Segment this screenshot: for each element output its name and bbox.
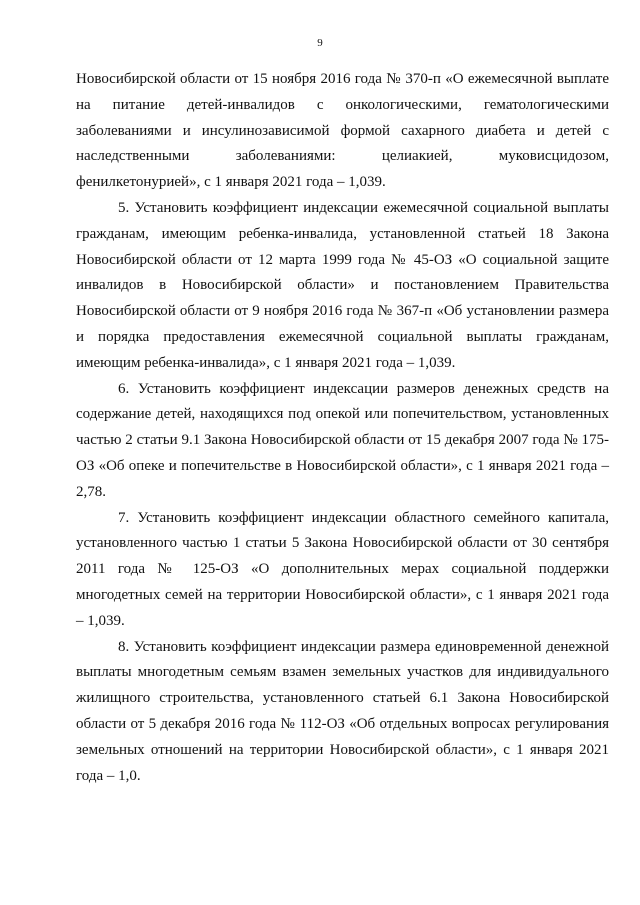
paragraph-item-7: 7. Установить коэффициент индексации областного семейного капитала, установленного частью 1 статьи 5 Закона Новосибирской области от 30 сентября 2011 года № 125-ОЗ «О дополнительных мерах социальной поддержки многодетных семей на территории Новосибирской области», с 1 января 2021 года – 1,039. — [76, 509, 609, 629]
document-body — [76, 67, 609, 789]
paragraph-item-8: 8. Установить коэффициент индексации размера единовременной денежной выплаты многодетным семьям взамен земельных участков для индивидуального жилищного строительства, установленного статьей 6.1 Закона Новосибирской области от 5 декабря 2016 года № 112-ОЗ «Об отдельных вопросах регулирования земельных отношений на территории Новосибирской области», с 1 января 2021 года – 1,0. — [76, 638, 609, 784]
page-number: 9 — [317, 37, 323, 49]
paragraph-continuation: Новосибирской области от 15 ноября 2016 года № 370-п «О ежемесячной выплате на питание детей-инвалидов с онкологическими, гематологическими заболеваниями и инсулинозависимой формой сахарного диабета и детей с наследственными заболеваниями: целиакией, муковисцидозом, фенилкетонурией», с 1 января 2021 года – 1,039. — [76, 71, 609, 191]
paragraph-item-5: 5. Установить коэффициент индексации ежемесячной социальной выплаты гражданам, имеющим ребенка-инвалида, установленной статьей 18 Закона Новосибирской области от 12 марта 1999 года № 45-ОЗ «О социальной защите инвалидов в Новосибирской области» и постановлением Правительства Новосибирской области от 9 ноября 2016 года № 367-п «Об установлении размера и порядка предоставления ежемесячной социальной выплаты гражданам, имеющим ребенка-инвалида», с 1 января 2021 года – 1,039. — [76, 199, 609, 371]
paragraph-item-6: 6. Установить коэффициент индексации размеров денежных средств на содержание детей, находящихся под опекой или попечительством, установленных частью 2 статьи 9.1 Закона Новосибирской области от 15 декабря 2007 года № 175-ОЗ «Об опеке и попечительстве в Новосибирской области», с 1 января 2021 года – 2,78. — [76, 380, 609, 500]
